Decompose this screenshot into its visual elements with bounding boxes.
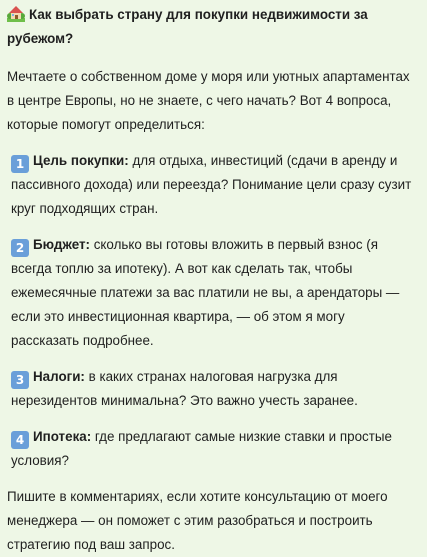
list-item	[7, 365, 415, 413]
item-text: сколько вы готовы вложить в первый взнос (я всегда топлю за ипотеку). А вот как сделать так, чтобы ежемесячные платежи за вас платили не вы, а арендаторы — если это инвестиционная квартира, — об этом я могу рассказать подробнее.	[11, 237, 400, 348]
house-with-garden-icon	[7, 5, 25, 22]
item-heading: Цель покупки:	[33, 153, 129, 168]
item-heading: Налоги:	[33, 369, 85, 384]
intro-paragraph: Мечтаете о собственном доме у моря или уютных апартаментах в центре Европы, но не знаете, с чего начать? Вот 4 вопроса, которые помогут определиться:	[7, 69, 410, 132]
message-title-line	[7, 3, 415, 51]
list-item	[7, 149, 415, 221]
item-text: в каких странах налоговая нагрузка для нерезидентов минимальна? Это важно учесть заранее.	[11, 369, 358, 408]
outro-paragraph: Пишите в комментариях, если хотите консультацию от моего менеджера — он поможет с этим разобраться и построить стратегию под ваш запрос.	[7, 489, 388, 552]
keycap-number-icon: 3	[11, 371, 29, 389]
message-title: Как выбрать страну для покупки недвижимости за рубежом?	[7, 7, 368, 46]
list-item	[7, 233, 415, 353]
item-heading: Ипотека:	[33, 429, 92, 444]
list-item	[7, 425, 415, 473]
item-heading: Бюджет:	[33, 237, 90, 252]
keycap-number-icon: 1	[11, 155, 29, 173]
keycap-number-icon: 2	[11, 239, 29, 257]
keycap-number-icon: 4	[11, 431, 29, 449]
item-text: для отдыха, инвестиций (сдачи в аренду и пассивного дохода) или переезда? Понимание цели сразу сузит круг подходящих стран.	[11, 153, 412, 216]
item-text: где предлагают самые низкие ставки и простые условия?	[11, 429, 392, 468]
